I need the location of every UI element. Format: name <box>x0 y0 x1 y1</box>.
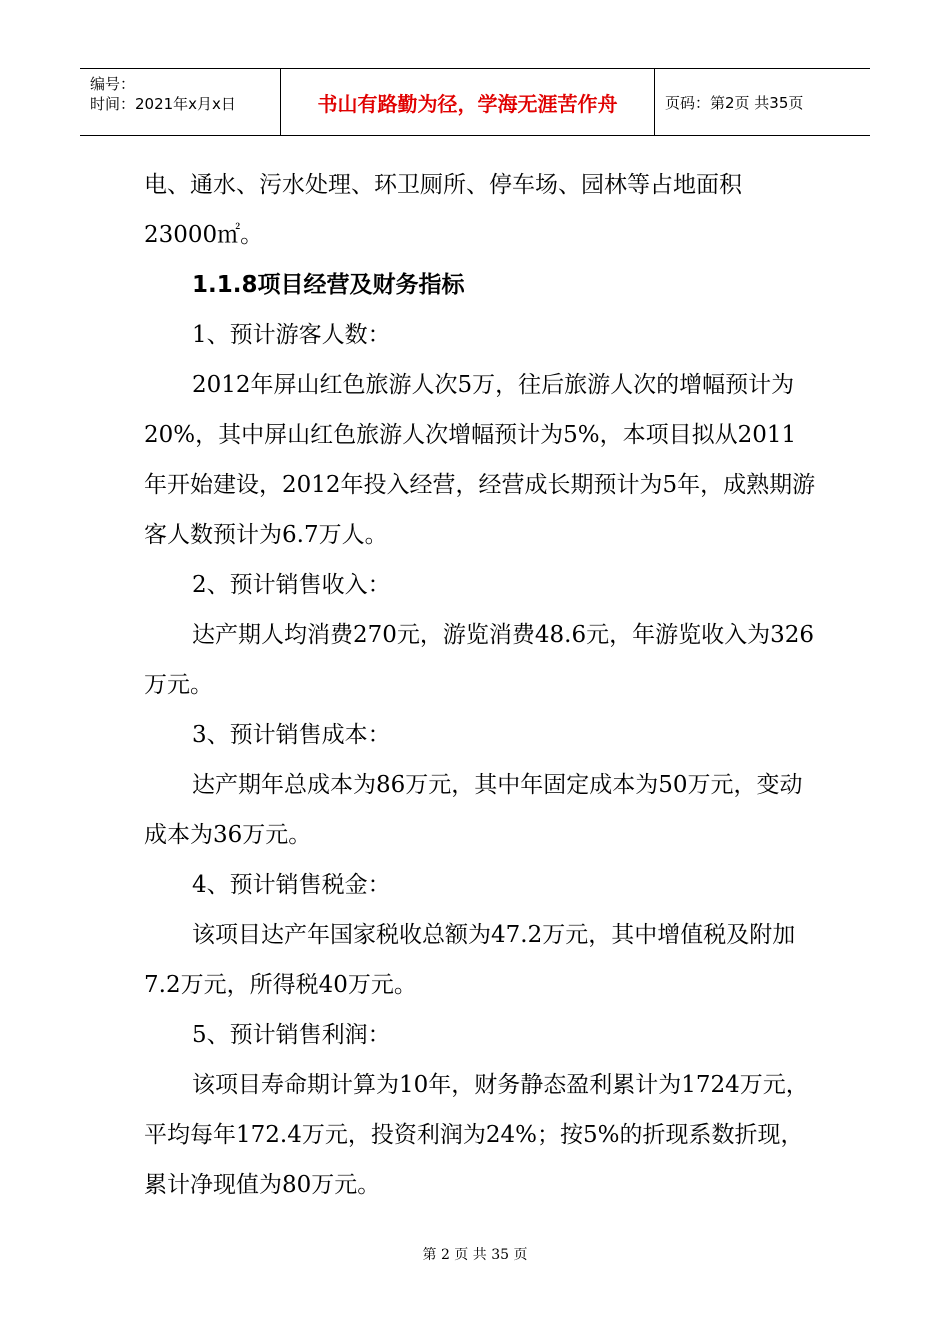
section-heading: 1.1.8项目经营及财务指标 <box>192 272 465 298</box>
item4-title: 4、预计销售税金： <box>192 872 391 898</box>
item2-title: 2、预计销售收入： <box>192 572 391 598</box>
item3-text: 达产期年总成本为86万元，其中年固定成本为50万元，变动成本为36万元。 <box>144 772 803 848</box>
document-time-label: 时间：2021年x月x日 <box>90 95 236 113</box>
header-motto-cell <box>281 69 655 135</box>
header-motto: 书山有路勤为径，学海无涯苦作舟 <box>317 91 618 116</box>
document-number-label: 编号： <box>90 75 136 93</box>
paragraph-continued-line1: 电、通水、污水处理、环卫厕所、停车场、园林等占地面积 <box>144 172 742 198</box>
item2-text: 达产期人均消费270元，游览消费48.6元，年游览收入为326万元。 <box>144 622 815 698</box>
header-page-cell <box>655 69 870 135</box>
item4-text: 该项目达产年国家税收总额为47.2万元，其中增值税及附加7.2万元，所得税40万元。 <box>144 922 796 998</box>
item1-title: 1、预计游客人数： <box>192 322 391 348</box>
item3-title: 3、预计销售成本： <box>192 722 391 748</box>
paragraph-continued-line2: 23000㎡。 <box>144 222 264 248</box>
header-page-info: 页码：第2页 共35页 <box>665 93 804 112</box>
document-body <box>144 160 816 1210</box>
item5-title: 5、预计销售利润： <box>192 1022 391 1048</box>
item1-text: 2012年屏山红色旅游人次5万，往后旅游人次的增幅预计为20%，其中屏山红色旅游人次增幅预计为5%，本项目拟从2011年开始建设，2012年投入经营，经营成长期预计为5年，成熟期游客人数预计为6.7万人。 <box>144 372 816 548</box>
header-meta-cell <box>80 69 281 135</box>
page-header <box>80 68 870 136</box>
page-footer: 第 2 页 共 35 页 <box>422 1247 528 1263</box>
item5-text: 该项目寿命期计算为10年，财务静态盈利累计为1724万元，平均每年172.4万元，投资利润为24%；按5%的折现系数折现，累计净现值为80万元。 <box>144 1072 809 1198</box>
